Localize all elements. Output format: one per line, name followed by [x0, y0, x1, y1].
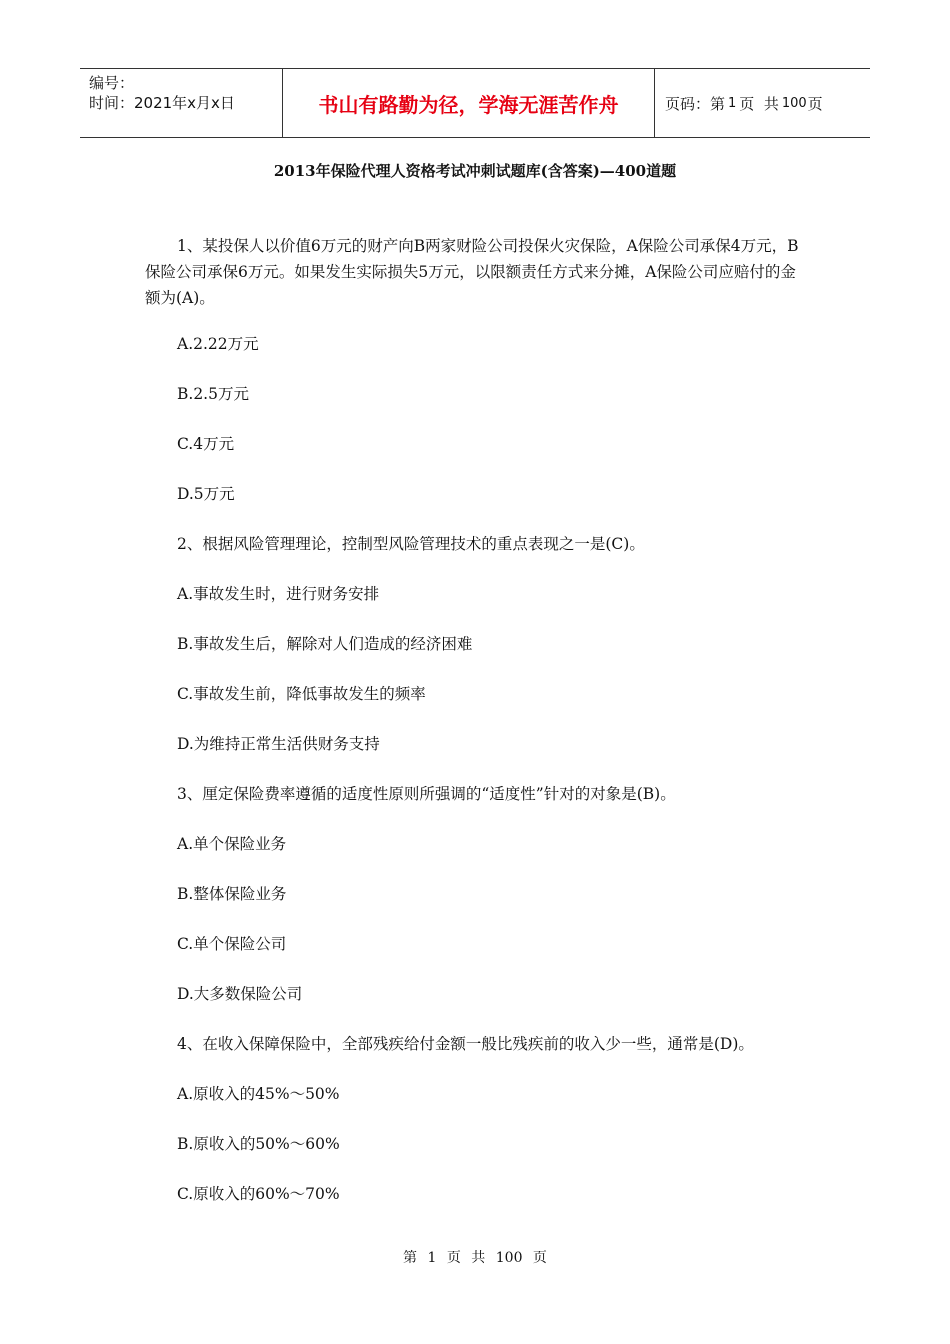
- page-footer: 第 1 页 共 100 页: [403, 1250, 547, 1266]
- question-list: [145, 233, 810, 1204]
- answer-option: D.5万元: [177, 485, 235, 503]
- header-meta: [80, 69, 282, 137]
- question-text: 4、在收入保障保险中，全部残疾给付金额一般比残疾前的收入少一些，通常是(D)。: [177, 1035, 754, 1053]
- header-motto: 书山有路勤为径，学海无涯苦作舟: [282, 69, 655, 137]
- answer-option: D.大多数保险公司: [177, 985, 303, 1003]
- header-number: 编号：: [89, 74, 135, 92]
- page-header: [80, 68, 870, 138]
- header-time: 时间：2021年x月x日: [89, 94, 235, 112]
- question-text: 3、厘定保险费率遵循的适度性原则所强调的“适度性”针对的对象是(B)。: [177, 785, 676, 803]
- header-page-total: 100: [781, 95, 807, 111]
- header-page-suffix: 页: [807, 94, 823, 113]
- header-page-prefix: 页码：第: [665, 94, 726, 113]
- question-text: 2、根据风险管理理论，控制型风险管理技术的重点表现之一是(C)。: [177, 535, 645, 553]
- answer-option: A.单个保险业务: [177, 835, 287, 853]
- answer-option: B.事故发生后，解除对人们造成的经济困难: [177, 635, 473, 653]
- header-page-num: 1: [728, 95, 737, 111]
- answer-option: B.2.5万元: [177, 385, 249, 403]
- answer-option: D.为维持正常生活供财务支持: [177, 735, 380, 753]
- answer-option: B.原收入的50%～60%: [177, 1135, 340, 1153]
- header-page-info: [655, 69, 870, 137]
- answer-option: A.原收入的45%～50%: [177, 1085, 340, 1103]
- header-page-mid: 页 共: [739, 94, 779, 113]
- answer-option: A.事故发生时，进行财务安排: [177, 585, 380, 603]
- answer-option: C.4万元: [177, 435, 235, 453]
- document-title: 2013年保险代理人资格考试冲刺试题库(含答案)—400道题: [273, 162, 677, 180]
- question-text: 1、某投保人以价值6万元的财产向B两家财险公司投保火灾保险，A保险公司承保4万元，B保险公司承保6万元。如果发生实际损失5万元，以限额责任方式来分摊，A保险公司应赔付的金额为(A)。: [145, 237, 799, 307]
- answer-option: B.整体保险业务: [177, 885, 287, 903]
- answer-option: C.原收入的60%～70%: [177, 1185, 340, 1203]
- answer-option: C.单个保险公司: [177, 935, 287, 953]
- answer-option: C.事故发生前，降低事故发生的频率: [177, 685, 426, 703]
- answer-option: A.2.22万元: [177, 335, 259, 353]
